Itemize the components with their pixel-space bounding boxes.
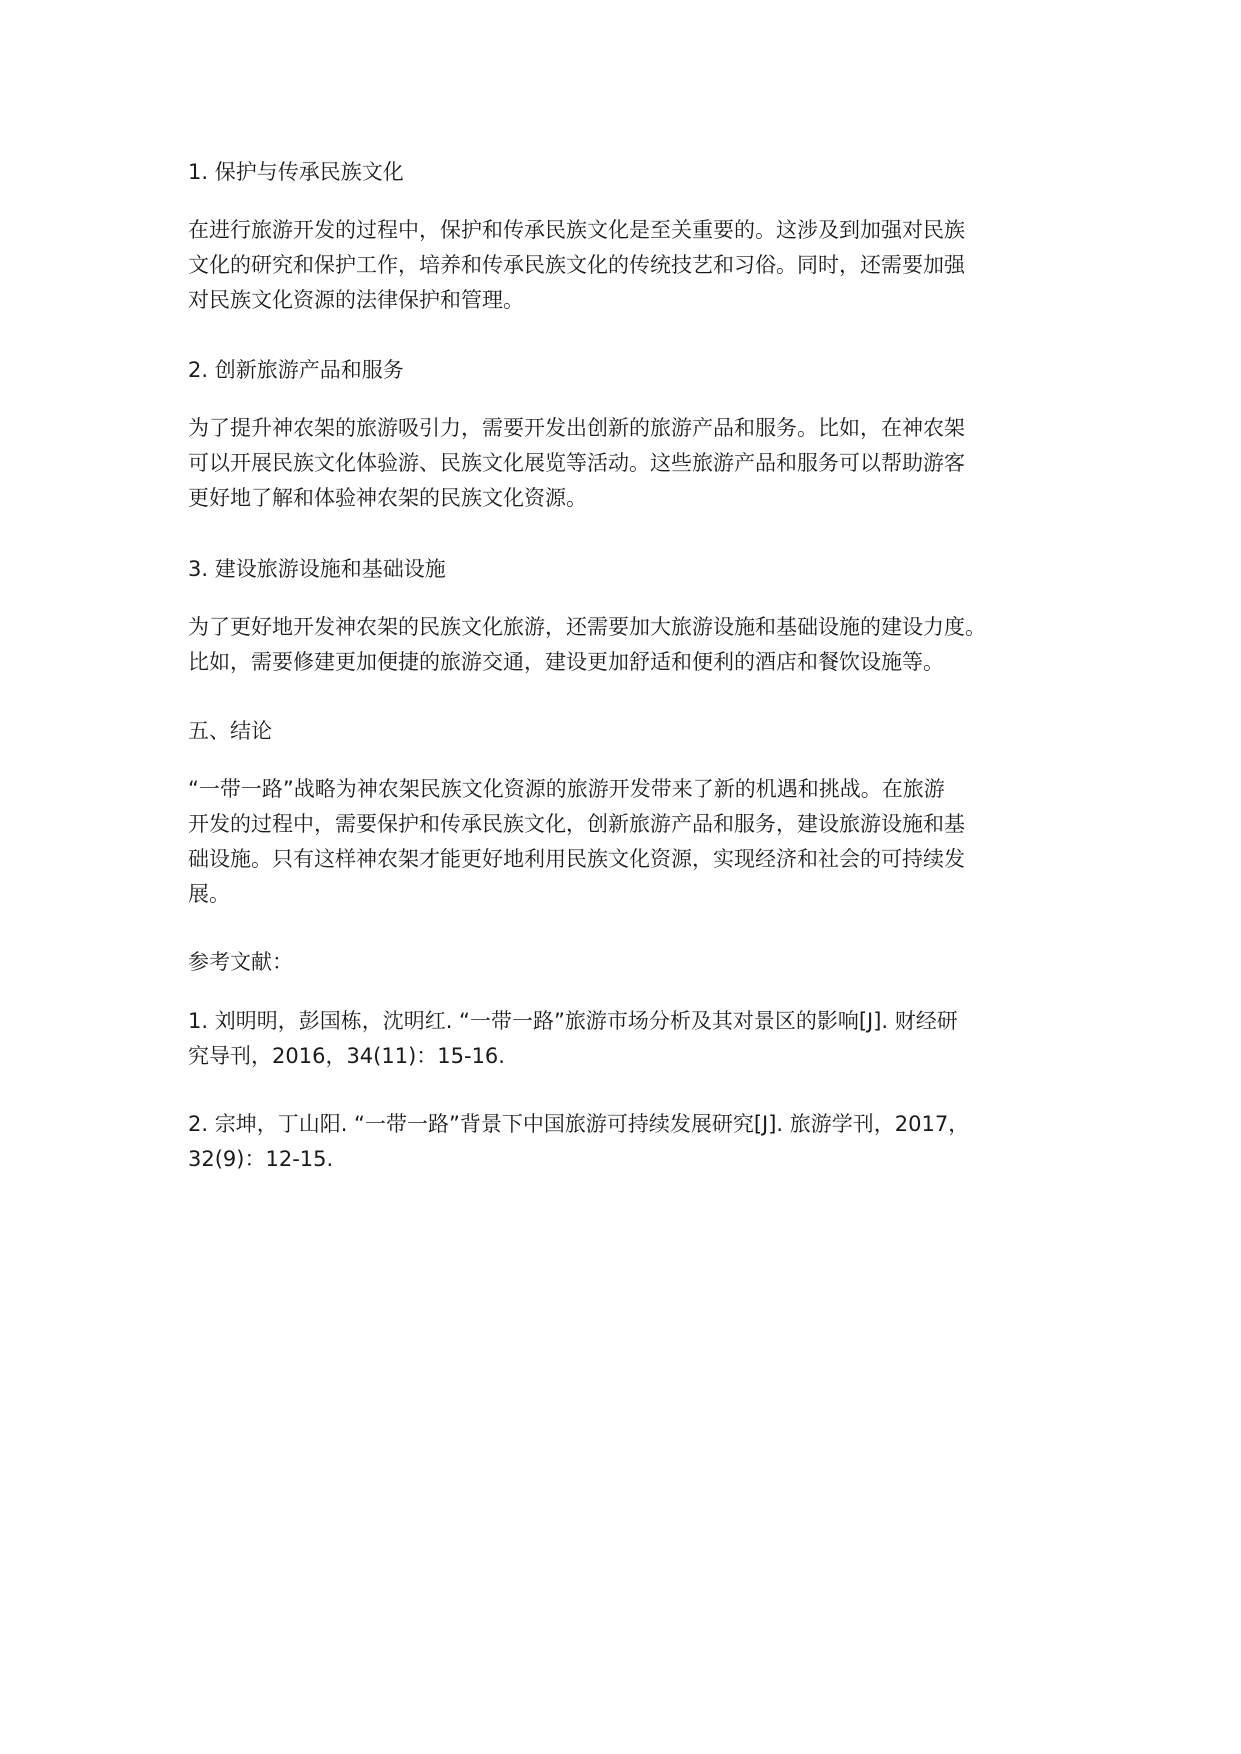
section-heading: 1. 保护与传承民族文化 xyxy=(188,160,404,184)
paragraph-line: 开发的过程中，需要保护和传承民族文化，创新旅游产品和服务，建设旅游设施和基 xyxy=(188,812,965,836)
paragraph-line: 比如，需要修建更加便捷的旅游交通，建设更加舒适和便利的酒店和餐饮设施等。 xyxy=(188,650,944,674)
paragraph-line: 在进行旅游开发的过程中，保护和传承民族文化是至关重要的。这涉及到加强对民族 xyxy=(188,218,965,242)
paragraph-line: 文化的研究和保护工作，培养和传承民族文化的传统技艺和习俗。同时，还需要加强 xyxy=(188,253,965,277)
paragraph-line: “一带一路”战略为神农架民族文化资源的旅游开发带来了新的机遇和挑战。在旅游 xyxy=(188,777,945,801)
paragraph-line: 展。 xyxy=(188,882,230,906)
paragraph-line: 可以开展民族文化体验游、民族文化展览等活动。这些旅游产品和服务可以帮助游客 xyxy=(188,451,965,475)
section-heading: 2. 创新旅游产品和服务 xyxy=(188,358,404,382)
section-heading: 3. 建设旅游设施和基础设施 xyxy=(188,557,446,581)
paragraph-line: 为了提升神农架的旅游吸引力，需要开发出创新的旅游产品和服务。比如，在神农架 xyxy=(188,416,965,440)
section-heading: 五、结论 xyxy=(188,719,272,743)
reference-line: 32(9)：12-15. xyxy=(188,1147,334,1171)
paragraph-line: 础设施。只有这样神农架才能更好地利用民族文化资源，实现经济和社会的可持续发 xyxy=(188,847,965,871)
reference-line: 2. 宗坤，丁山阳. “一带一路”背景下中国旅游可持续发展研究[J]. 旅游学刊，2017， xyxy=(188,1112,970,1136)
references-heading: 参考文献： xyxy=(188,950,293,974)
reference-line: 究导刊，2016，34(11)：15-16. xyxy=(188,1044,505,1068)
paragraph-line: 对民族文化资源的法律保护和管理。 xyxy=(188,288,524,312)
paragraph-line: 更好地了解和体验神农架的民族文化资源。 xyxy=(188,486,587,510)
paragraph-line: 为了更好地开发神农架的民族文化旅游，还需要加大旅游设施和基础设施的建设力度。 xyxy=(188,615,986,639)
reference-line: 1. 刘明明，彭国栋，沈明红. “一带一路”旅游市场分析及其对景区的影响[J]. 财经研 xyxy=(188,1009,958,1033)
